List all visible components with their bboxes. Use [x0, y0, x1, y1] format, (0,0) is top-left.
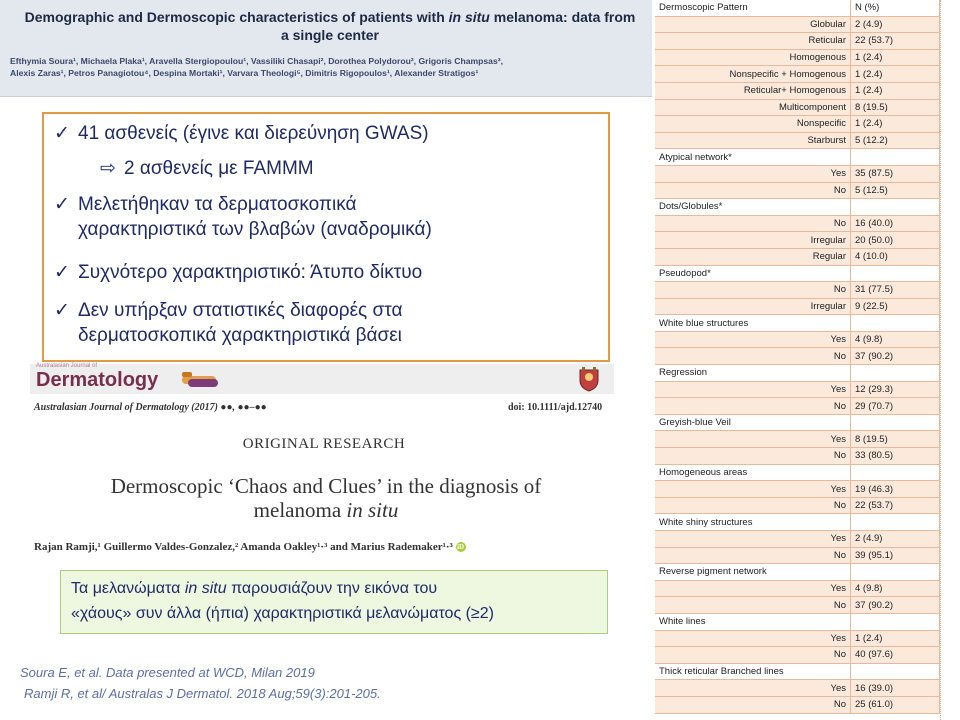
table-cell-value: 33 (80.5) — [851, 448, 940, 465]
table-section-row — [655, 265, 940, 282]
takeaway-box — [60, 570, 608, 634]
takeaway-line1-italic: in situ — [184, 580, 227, 597]
journal-banner — [30, 364, 614, 394]
table-cell-value: 4 (9.8) — [851, 580, 940, 597]
bullet-studied — [54, 192, 432, 242]
table-cell-value: 1 (2.4) — [851, 66, 940, 83]
journal-doi: doi: 10.1111/ajd.12740 — [508, 402, 603, 413]
table-row — [655, 647, 940, 664]
table-cell-value: 19 (46.3) — [851, 481, 940, 498]
table-cell-value: 37 (90.2) — [851, 348, 940, 365]
table-cell-label: Greyish-blue Veil — [655, 414, 851, 431]
table-cell-label: No — [655, 696, 851, 713]
table-cell-label: Yes — [655, 680, 851, 697]
reference-soura: Soura E, et al. Data presented at WCD, Milan 2019 — [20, 665, 315, 680]
table-row — [655, 381, 940, 398]
table-row — [655, 33, 940, 50]
table-cell-value: 9 (22.5) — [851, 298, 940, 315]
table-cell-label: Dots/Globules* — [655, 199, 851, 216]
summary-bullet-box — [42, 112, 610, 362]
table-cell-value: 40 (97.6) — [851, 647, 940, 664]
table-cell-label: No — [655, 348, 851, 365]
table-row — [655, 481, 940, 498]
table-row — [655, 16, 940, 33]
table-cell-label: No — [655, 497, 851, 514]
table-cell-value: 2 (4.9) — [851, 16, 940, 33]
article-title — [34, 474, 618, 522]
bullet-text-line2: χαρακτηριστικά των βλαβών (αναδρομικά) — [78, 219, 432, 240]
table-cell-value: 2 (4.9) — [851, 531, 940, 548]
table-section-row — [655, 149, 940, 166]
table-cell-label: Yes — [655, 431, 851, 448]
paper-title-line2: a single center — [280, 27, 380, 43]
table-cell-label: Thick reticular Branched lines — [655, 663, 851, 680]
sub-bullet-text: 2 ασθενείς με FAMMM — [124, 158, 314, 179]
table-cell-label: Globular — [655, 16, 851, 33]
table-cell-label: Irregular — [655, 232, 851, 249]
table-row — [655, 99, 940, 116]
table-row — [655, 531, 940, 548]
table-row — [655, 49, 940, 66]
bullet-text-line2: δερματοσκοπικά χαρακτηριστικά βάσει — [78, 325, 402, 346]
table-cell-value: 5 (12.5) — [851, 182, 940, 199]
table-cell-label: Yes — [655, 531, 851, 548]
orcid-icon: iD — [457, 543, 465, 552]
paper-title-italic: in situ — [448, 9, 490, 25]
table-row — [655, 680, 940, 697]
table-cell-value: 25 (61.0) — [851, 696, 940, 713]
table-section-row — [655, 414, 940, 431]
table-cell-value: 4 (9.8) — [851, 331, 940, 348]
table-row — [655, 82, 940, 99]
check-icon: ✓ — [54, 194, 70, 215]
table-cell-label: Reticular+ Homogenous — [655, 82, 851, 99]
table-cell-value: 31 (77.5) — [851, 282, 940, 299]
table-cell-value — [851, 514, 940, 531]
table-cell-label: White blue structures — [655, 315, 851, 332]
table-cell-label: No — [655, 282, 851, 299]
table-cell-label: Pseudopod* — [655, 265, 851, 282]
table-cell-label: No — [655, 547, 851, 564]
sub-bullet-fammm — [100, 156, 314, 181]
takeaway-line2: «χάους» συν άλλα (ήπια) χαρακτηριστικά μελανώματος (≥2) — [71, 605, 494, 622]
journal-name: Dermatology — [36, 369, 159, 391]
table-cell-label: Regular — [655, 248, 851, 265]
table-cell-value — [851, 613, 940, 630]
table-row — [655, 66, 940, 83]
table-cell-value — [851, 199, 940, 216]
table-cell-value: 39 (95.1) — [851, 547, 940, 564]
bullet-text: Συχνότερο χαρακτηριστικό: Άτυπο δίκτυο — [78, 262, 423, 283]
table-section-row — [655, 199, 940, 216]
dermoscopic-table — [655, 0, 940, 720]
table-cell-label: No — [655, 597, 851, 614]
society-crest-icon — [576, 366, 602, 392]
table-cell-value — [851, 149, 940, 166]
table-cell-value — [851, 464, 940, 481]
table-section-row — [655, 514, 940, 531]
table-cell-value: 1 (2.4) — [851, 630, 940, 647]
bullet-patients — [54, 121, 429, 146]
table-row — [655, 398, 940, 415]
table-cell-value — [851, 365, 940, 382]
table-cell-value: 16 (39.0) — [851, 680, 940, 697]
table-cell-value — [851, 265, 940, 282]
journal-citation: Australasian Journal of Dermatology (2017) ●●, ●●–●● — [34, 402, 267, 413]
table-row — [655, 248, 940, 265]
table-cell-label: Yes — [655, 165, 851, 182]
table-row — [655, 448, 940, 465]
table-cell-label: Reticular — [655, 33, 851, 50]
paper-title-part2: melanoma: data from — [493, 9, 636, 25]
table-header-row — [655, 0, 940, 16]
table-cell-label: Yes — [655, 381, 851, 398]
table-row — [655, 580, 940, 597]
table-cell-value — [851, 564, 940, 581]
table-row — [655, 331, 940, 348]
article-title-line2: melanoma — [253, 498, 342, 522]
table-cell-value: 1 (2.4) — [851, 82, 940, 99]
check-icon: ✓ — [54, 300, 70, 321]
table-header-label: Dermoscopic Pattern — [655, 0, 851, 16]
table-cell-value: 4 (10.0) — [851, 248, 940, 265]
table-row — [655, 696, 940, 713]
table-cell-label: White lines — [655, 613, 851, 630]
journal-small-label: Australasian Journal of — [36, 363, 98, 369]
table-cell-label: No — [655, 647, 851, 664]
table-cell-label: Multicomponent — [655, 99, 851, 116]
table-cell-value: 22 (53.7) — [851, 33, 940, 50]
table-cell-label: Regression — [655, 365, 851, 382]
table-cell-label: Yes — [655, 630, 851, 647]
table-cell-value: 37 (90.2) — [851, 597, 940, 614]
journal-logo-icon — [180, 370, 222, 390]
table-row — [655, 165, 940, 182]
table-header-value: N (%) — [851, 0, 940, 16]
table-row — [655, 497, 940, 514]
table-section-row — [655, 663, 940, 680]
table-row — [655, 547, 940, 564]
table-cell-label: No — [655, 182, 851, 199]
article-section-label: ORIGINAL RESEARCH — [242, 436, 406, 452]
table-cell-value: 29 (70.7) — [851, 398, 940, 415]
check-icon: ✓ — [54, 123, 70, 144]
table-cell-value: 16 (40.0) — [851, 215, 940, 232]
bullet-most-common — [54, 260, 422, 285]
table-cell-value — [851, 663, 940, 680]
bullet-text-line1: Δεν υπήρξαν στατιστικές διαφορές στα — [78, 300, 403, 321]
table-cell-label: Yes — [655, 580, 851, 597]
table-cell-value — [851, 414, 940, 431]
table-cell-value: 8 (19.5) — [851, 99, 940, 116]
table-row — [655, 116, 940, 133]
table-cell-value: 22 (53.7) — [851, 497, 940, 514]
table-cell-label: White shiny structures — [655, 514, 851, 531]
table-cell-value: 1 (2.4) — [851, 49, 940, 66]
table-cell-value: 8 (19.5) — [851, 431, 940, 448]
article-authors — [34, 541, 624, 553]
paper-authors — [10, 55, 650, 79]
table-row — [655, 215, 940, 232]
reference-ramji: Ramji R, et al/ Australas J Dermatol. 2018 Aug;59(3):201-205. — [24, 686, 381, 701]
table-cell-value: 12 (29.3) — [851, 381, 940, 398]
arrow-right-icon: ⇨ — [100, 158, 116, 179]
paper-header — [0, 0, 652, 97]
table-cell-value: 35 (87.5) — [851, 165, 940, 182]
table-row — [655, 132, 940, 149]
article-title-italic: in situ — [346, 498, 399, 522]
table-row — [655, 182, 940, 199]
table-row — [655, 232, 940, 249]
table-row — [655, 282, 940, 299]
paper-title — [10, 8, 650, 44]
check-icon: ✓ — [54, 262, 70, 283]
table-cell-label: Yes — [655, 481, 851, 498]
table-row — [655, 597, 940, 614]
takeaway-text — [71, 576, 601, 626]
table-row — [655, 298, 940, 315]
table-cell-value: 20 (50.0) — [851, 232, 940, 249]
table-cell-label: No — [655, 215, 851, 232]
table-section-row — [655, 613, 940, 630]
article-title-line1: Dermoscopic ‘Chaos and Clues’ in the diagnosis of — [110, 474, 542, 498]
table-cell-label: Nonspecific + Homogenous — [655, 66, 851, 83]
table-section-row — [655, 365, 940, 382]
table-cell-value: 5 (12.2) — [851, 132, 940, 149]
table-section-row — [655, 315, 940, 332]
bullet-no-differences — [54, 298, 402, 348]
table-cell-value: 1 (2.4) — [851, 116, 940, 133]
table-edge-divider — [940, 0, 942, 720]
paper-authors-line2: Alexis Zaras¹, Petros Panagiotou⁴, Despina Mortaki¹, Varvara Theologi⁵, Dimitris Rigopoulos¹, Alexander Stratigos¹ — [10, 68, 479, 78]
table-cell-label: Irregular — [655, 298, 851, 315]
table-row — [655, 348, 940, 365]
table-row — [655, 630, 940, 647]
table-section-row — [655, 464, 940, 481]
table-row — [655, 431, 940, 448]
bullet-text-line1: Μελετήθηκαν τα δερματοσκοπικά — [78, 194, 357, 215]
paper-authors-line1: Efthymia Soura¹, Michaela Plaka¹, Aravella Stergiopoulou¹, Vassiliki Chasapi², Dorothea Polydorou², Grigoris Champsas³, — [10, 56, 503, 66]
table-cell-label: Yes — [655, 331, 851, 348]
table-section-row — [655, 564, 940, 581]
table-cell-label: Homogenous — [655, 49, 851, 66]
article-authors-text: Rajan Ramji,¹ Guillermo Valdes-Gonzalez,² Amanda Oakley¹·³ and Marius Rademaker¹·³ — [34, 541, 453, 553]
table-cell-label: Homogeneous areas — [655, 464, 851, 481]
table-cell-label: Starburst — [655, 132, 851, 149]
table-cell-label: No — [655, 448, 851, 465]
table-cell-value — [851, 315, 940, 332]
table-cell-label: Nonspecific — [655, 116, 851, 133]
table-body — [655, 0, 940, 713]
takeaway-line1-b: παρουσιάζουν την εικόνα του — [231, 580, 438, 597]
table-cell-label: Reverse pigment network — [655, 564, 851, 581]
table-cell-label: No — [655, 398, 851, 415]
bullet-text: 41 ασθενείς (έγινε και διερεύνηση GWAS) — [78, 123, 429, 144]
paper-title-part1: Demographic and Dermoscopic characteristics of patients with — [24, 9, 445, 25]
takeaway-line1-a: Τα μελανώματα — [71, 580, 181, 597]
table-cell-label: Atypical network* — [655, 149, 851, 166]
dermoscopic-pattern-table — [655, 0, 940, 714]
